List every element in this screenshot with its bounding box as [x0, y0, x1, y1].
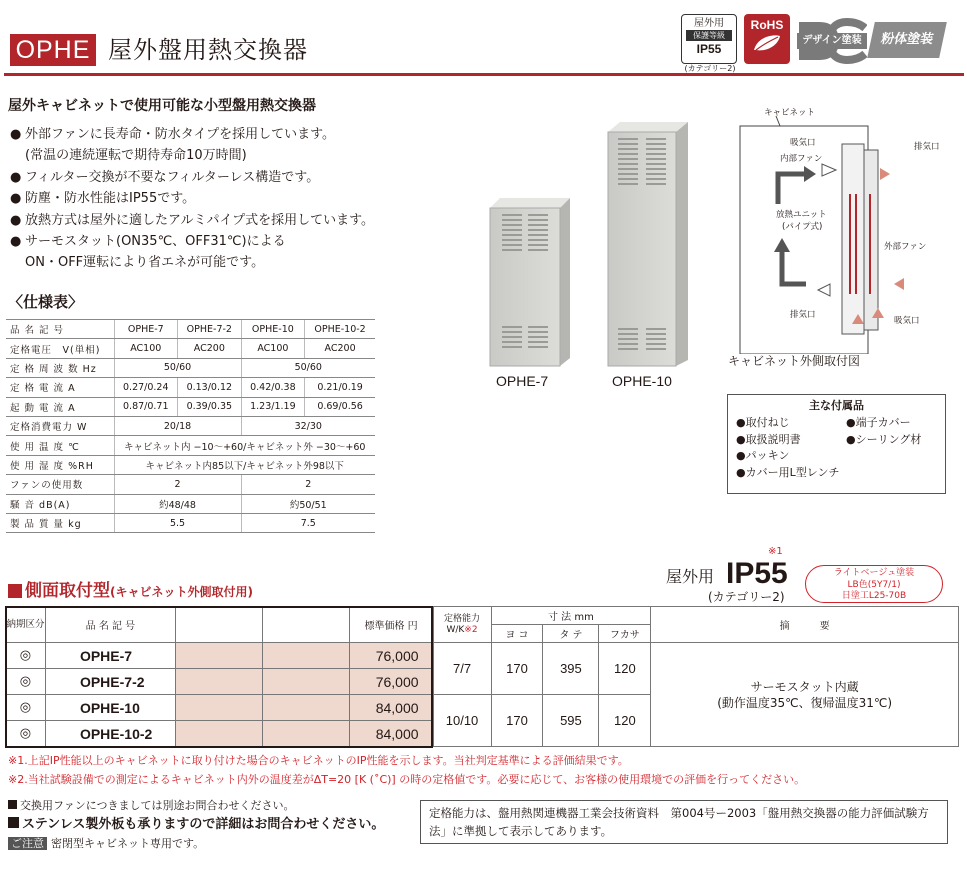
spec-header-cell: OPHE-7-2	[178, 320, 242, 339]
diagram-label-intake-bottom: 吸気口	[894, 316, 920, 326]
spec-row	[6, 455, 375, 474]
spec-cell: 0.87/0.71	[114, 397, 178, 416]
capacity-value: 10/10	[433, 695, 491, 747]
section-marker	[8, 584, 22, 598]
blank-cell	[262, 721, 349, 747]
photo-caption-ophe10: OPHE-10	[612, 373, 672, 389]
delivery-mark: ◎	[6, 721, 46, 747]
footnote-2: ※2.当社試験設備での測定によるキャビネット内外の温度差がΔT=20 [K (˚C)] の時の定格値です。必要に応じて、お客様の使用環境での評価を行ってください。	[8, 772, 806, 786]
price: 84,000	[349, 695, 433, 721]
summary-line: サーモスタット内蔵	[750, 679, 859, 694]
spec-row-label: ファンの使用数	[6, 475, 114, 494]
bullet-icon: ●	[10, 212, 22, 228]
feature-text: 放熱方式は屋外に適したアルミパイプ式を採用しています。	[25, 212, 375, 228]
model-table-header	[6, 607, 959, 625]
blank-cell	[175, 643, 262, 669]
feature-item	[10, 145, 460, 166]
spec-row	[6, 416, 375, 435]
bullet-icon: ●	[10, 169, 22, 185]
header-depth: フカサ	[599, 625, 651, 643]
feature-list	[10, 124, 460, 274]
spec-cell: 50/60	[114, 358, 241, 377]
feature-item	[10, 124, 460, 145]
header-blank	[262, 607, 349, 643]
fan-note-text: 交換用ファンにつきましては別途お問合わせください。	[20, 799, 295, 812]
header-dims: 寸 法 mm	[491, 607, 651, 625]
color-line: 日塗工L25-70B	[841, 591, 907, 601]
spec-cell: AC200	[305, 339, 375, 358]
intro-subtitle: 屋外キャビネットで使用可能な小型盤用熱交換器	[8, 98, 316, 114]
product-code: OPHE-10	[45, 695, 175, 721]
photo-caption-ophe7: OPHE-7	[496, 373, 549, 389]
header-price: 標準価格 円	[349, 607, 433, 643]
spec-row	[6, 397, 375, 416]
accessories-title: 主な付属品	[809, 399, 864, 412]
price: 76,000	[349, 643, 433, 669]
depth-value: 120	[599, 643, 651, 695]
leaf-icon	[750, 32, 784, 54]
footnote-1: ※1.上記IP性能以上のキャビネットに取り付けた場合のキャビネットのIP性能を示します。当社判定基準による評価結果です。	[8, 754, 629, 767]
model-tag: OPHE	[10, 34, 96, 66]
caution-text: 密閉型キャビネット専用です。	[51, 837, 205, 850]
diagram-label-heat-unit: 放熱ユニット	[776, 210, 827, 220]
spec-cell: 5.5	[114, 513, 241, 532]
spec-header-cell: OPHE-7	[114, 320, 178, 339]
rohs-label: RoHS	[750, 18, 784, 32]
header-name: 品 名 記 号	[45, 607, 175, 643]
spec-row	[6, 378, 375, 397]
capacity-unit: W/K	[446, 624, 465, 635]
feature-text: (常温の連続運転で期待寿命10万時間)	[25, 148, 247, 164]
accessory-item: ●端子カバー	[846, 416, 911, 429]
heat-exchanger-units-illustration	[462, 110, 712, 400]
diagram-caption: キャビネット外側取付図	[728, 354, 861, 368]
product-code: OPHE-10-2	[45, 721, 175, 747]
installation-diagram	[718, 104, 964, 374]
spec-cell: 50/60	[241, 358, 375, 377]
summary-line: (動作温度35℃、復帰温度31℃)	[717, 695, 893, 710]
spec-row-label: 起 動 電 流 A	[6, 397, 114, 416]
rohs-badge	[744, 14, 790, 64]
capacity-mark: ※2	[464, 624, 478, 635]
feature-item	[10, 231, 460, 252]
spec-cell: 0.27/0.24	[114, 378, 178, 397]
blank-cell	[262, 695, 349, 721]
accessories-list	[736, 415, 937, 481]
spec-table	[6, 319, 375, 533]
spec-cell: 0.39/0.35	[178, 397, 242, 416]
feature-text: ON・OFF運転により省エネが可能です。	[25, 255, 265, 271]
model-price-table	[5, 606, 959, 747]
width-value: 170	[491, 643, 543, 695]
side-mount-title: 側面取付型	[25, 581, 110, 601]
ip-note-mark: ※1	[768, 546, 783, 557]
spec-cell: 2	[114, 475, 241, 494]
spec-row-label: 製 品 質 量 kg	[6, 513, 114, 532]
bullet-icon: ●	[10, 191, 22, 207]
spec-header-cell: OPHE-10-2	[305, 320, 375, 339]
ip-badge-outdoor: 屋外用	[694, 18, 724, 29]
color-spec-badge	[805, 565, 943, 603]
accessory-item: ●カバー用L型レンチ	[736, 465, 840, 479]
bottom-notes	[8, 796, 384, 853]
spec-cell: 0.69/0.56	[305, 397, 375, 416]
bullet-icon: ●	[10, 234, 22, 250]
delivery-mark: ◎	[6, 695, 46, 721]
spec-row-label: 騒 音 dB(A)	[6, 494, 114, 513]
diagram-label-pipe-type: (パイプ式)	[782, 222, 823, 232]
spec-row-label: 使 用 温 度 ℃	[6, 436, 114, 455]
feature-item	[10, 252, 460, 273]
model-row	[6, 643, 959, 669]
diagram-label-exhaust-top: 排気口	[914, 142, 940, 152]
spec-cell: 0.42/0.38	[241, 378, 305, 397]
diagram-label-internal-fan: 内部ファン	[780, 154, 823, 164]
spec-cell: AC200	[178, 339, 242, 358]
spec-row	[6, 475, 375, 494]
spec-row	[6, 436, 375, 455]
ip-outdoor-label: 屋外用	[666, 567, 715, 586]
product-photo	[462, 110, 712, 400]
header-height: タ テ	[543, 625, 599, 643]
blank-cell	[175, 695, 262, 721]
feature-text: 防塵・防水性能はIP55です。	[25, 191, 196, 207]
blank-cell	[262, 669, 349, 695]
powder-paint-badge: 粉体塗装	[867, 22, 947, 58]
header-width: ヨ コ	[491, 625, 543, 643]
width-value: 170	[491, 695, 543, 747]
spec-row	[6, 494, 375, 513]
spec-header-cell: OPHE-10	[241, 320, 305, 339]
height-value: 395	[543, 643, 599, 695]
accessory-item: ●取扱説明書	[736, 432, 801, 446]
spec-cell: 32/30	[241, 416, 375, 435]
page-title: 屋外盤用熱交換器	[108, 36, 308, 64]
ip-badge-grade: 保護等級	[686, 30, 732, 41]
product-code: OPHE-7-2	[45, 669, 175, 695]
spec-cell: 0.21/0.19	[305, 378, 375, 397]
ip-badge-value: IP55	[696, 42, 722, 56]
price: 76,000	[349, 669, 433, 695]
spec-cell: 0.13/0.12	[178, 378, 242, 397]
ip-badge-category: (カテゴリー2)	[684, 64, 736, 73]
price: 84,000	[349, 721, 433, 747]
spec-cell: 約48/48	[114, 494, 241, 513]
spec-row-label: 定 格 電 流 A	[6, 378, 114, 397]
spec-cell: キャビネット内 −10〜+60/キャビネット外 −30〜+60	[114, 436, 375, 455]
ip-badge	[681, 14, 737, 64]
spec-header-row	[6, 320, 375, 339]
diagram-label-cabinet: キャビネット	[764, 108, 816, 118]
depth-value: 120	[599, 695, 651, 747]
delivery-mark: ◎	[6, 669, 46, 695]
spec-row-label: 定格電圧 V(単相)	[6, 339, 114, 358]
caution-note	[8, 834, 384, 853]
spec-cell: 2	[241, 475, 375, 494]
summary-cell	[651, 643, 959, 747]
spec-row	[6, 339, 375, 358]
blank-cell	[262, 643, 349, 669]
side-mount-heading	[25, 579, 253, 604]
product-code: OPHE-7	[45, 643, 175, 669]
rating-method-note: 定格能力は、盤用熱関連機器工業会技術資料 第004号ー2003「盤用熱交換器の能力評価試験方法」に準拠して表示してあります。	[420, 800, 948, 844]
design-paint-label: デザイン塗装	[797, 33, 867, 49]
capacity-label: 定格能力	[444, 613, 481, 624]
feature-item	[10, 210, 460, 231]
stainless-note-text: ステンレス製外板も承りますので詳細はお問合わせください。	[22, 817, 385, 832]
feature-text: フィルター交換が不要なフィルターレス構造です。	[25, 169, 320, 185]
accessory-item: ●取付ねじ	[736, 416, 790, 429]
ip-rating-value: IP55	[726, 557, 788, 590]
spec-header-cell: 品 名 記 号	[6, 320, 114, 339]
header-capacity	[433, 607, 491, 643]
spec-heading: 〈仕様表〉	[8, 293, 84, 311]
bullet-icon: ●	[10, 127, 22, 142]
header-summary: 摘 要	[651, 607, 959, 643]
accessory-item: ●シーリング材	[846, 432, 922, 446]
feature-text: サーモスタット(ON35℃、OFF31℃)による	[25, 234, 286, 250]
height-value: 595	[543, 695, 599, 747]
spec-row-label: 使 用 湿 度 %RH	[6, 455, 114, 474]
caution-tag: ご注意	[8, 837, 47, 850]
blank-cell	[175, 721, 262, 747]
feature-item	[10, 188, 460, 209]
header-blank	[175, 607, 262, 643]
feature-item	[10, 167, 460, 188]
title-rule	[4, 73, 964, 76]
fan-note	[8, 796, 384, 815]
diagram-label-intake-top: 吸気口	[790, 138, 816, 148]
accessory-item: ●パッキン	[736, 449, 790, 462]
diagram-label-external-fan: 外部ファン	[884, 242, 927, 252]
ip-rating-category: (カテゴリー2)	[708, 590, 785, 604]
delivery-mark: ◎	[6, 643, 46, 669]
color-line: LB色(5Y7/1)	[847, 579, 901, 590]
spec-row	[6, 358, 375, 377]
spec-cell: 約50/51	[241, 494, 375, 513]
spec-cell: 20/18	[114, 416, 241, 435]
design-paint-badge	[795, 18, 867, 64]
spec-cell: AC100	[114, 339, 178, 358]
spec-cell: 7.5	[241, 513, 375, 532]
spec-row-label: 定格消費電力 W	[6, 416, 114, 435]
spec-row-label: 定 格 周 波 数 Hz	[6, 358, 114, 377]
accessories-box	[727, 394, 946, 494]
spec-cell: 1.23/1.19	[241, 397, 305, 416]
color-line: ライトベージュ塗装	[833, 568, 915, 578]
feature-text: 外部ファンに長寿命・防水タイプを採用しています。	[25, 127, 336, 142]
diagram-label-exhaust-bottom: 排気口	[790, 310, 816, 320]
capacity-value: 7/7	[433, 643, 491, 695]
side-mount-subtitle: (キャビネット外側取付用)	[110, 585, 253, 599]
accessory-item	[846, 448, 946, 465]
spec-row	[6, 513, 375, 532]
footnotes	[8, 752, 963, 789]
spec-cell: キャビネット内85以下/キャビネット外98以下	[114, 455, 375, 474]
stainless-note	[8, 815, 384, 834]
blank-cell	[175, 669, 262, 695]
spec-cell: AC100	[241, 339, 305, 358]
header-delivery: 納期区分	[6, 607, 46, 643]
